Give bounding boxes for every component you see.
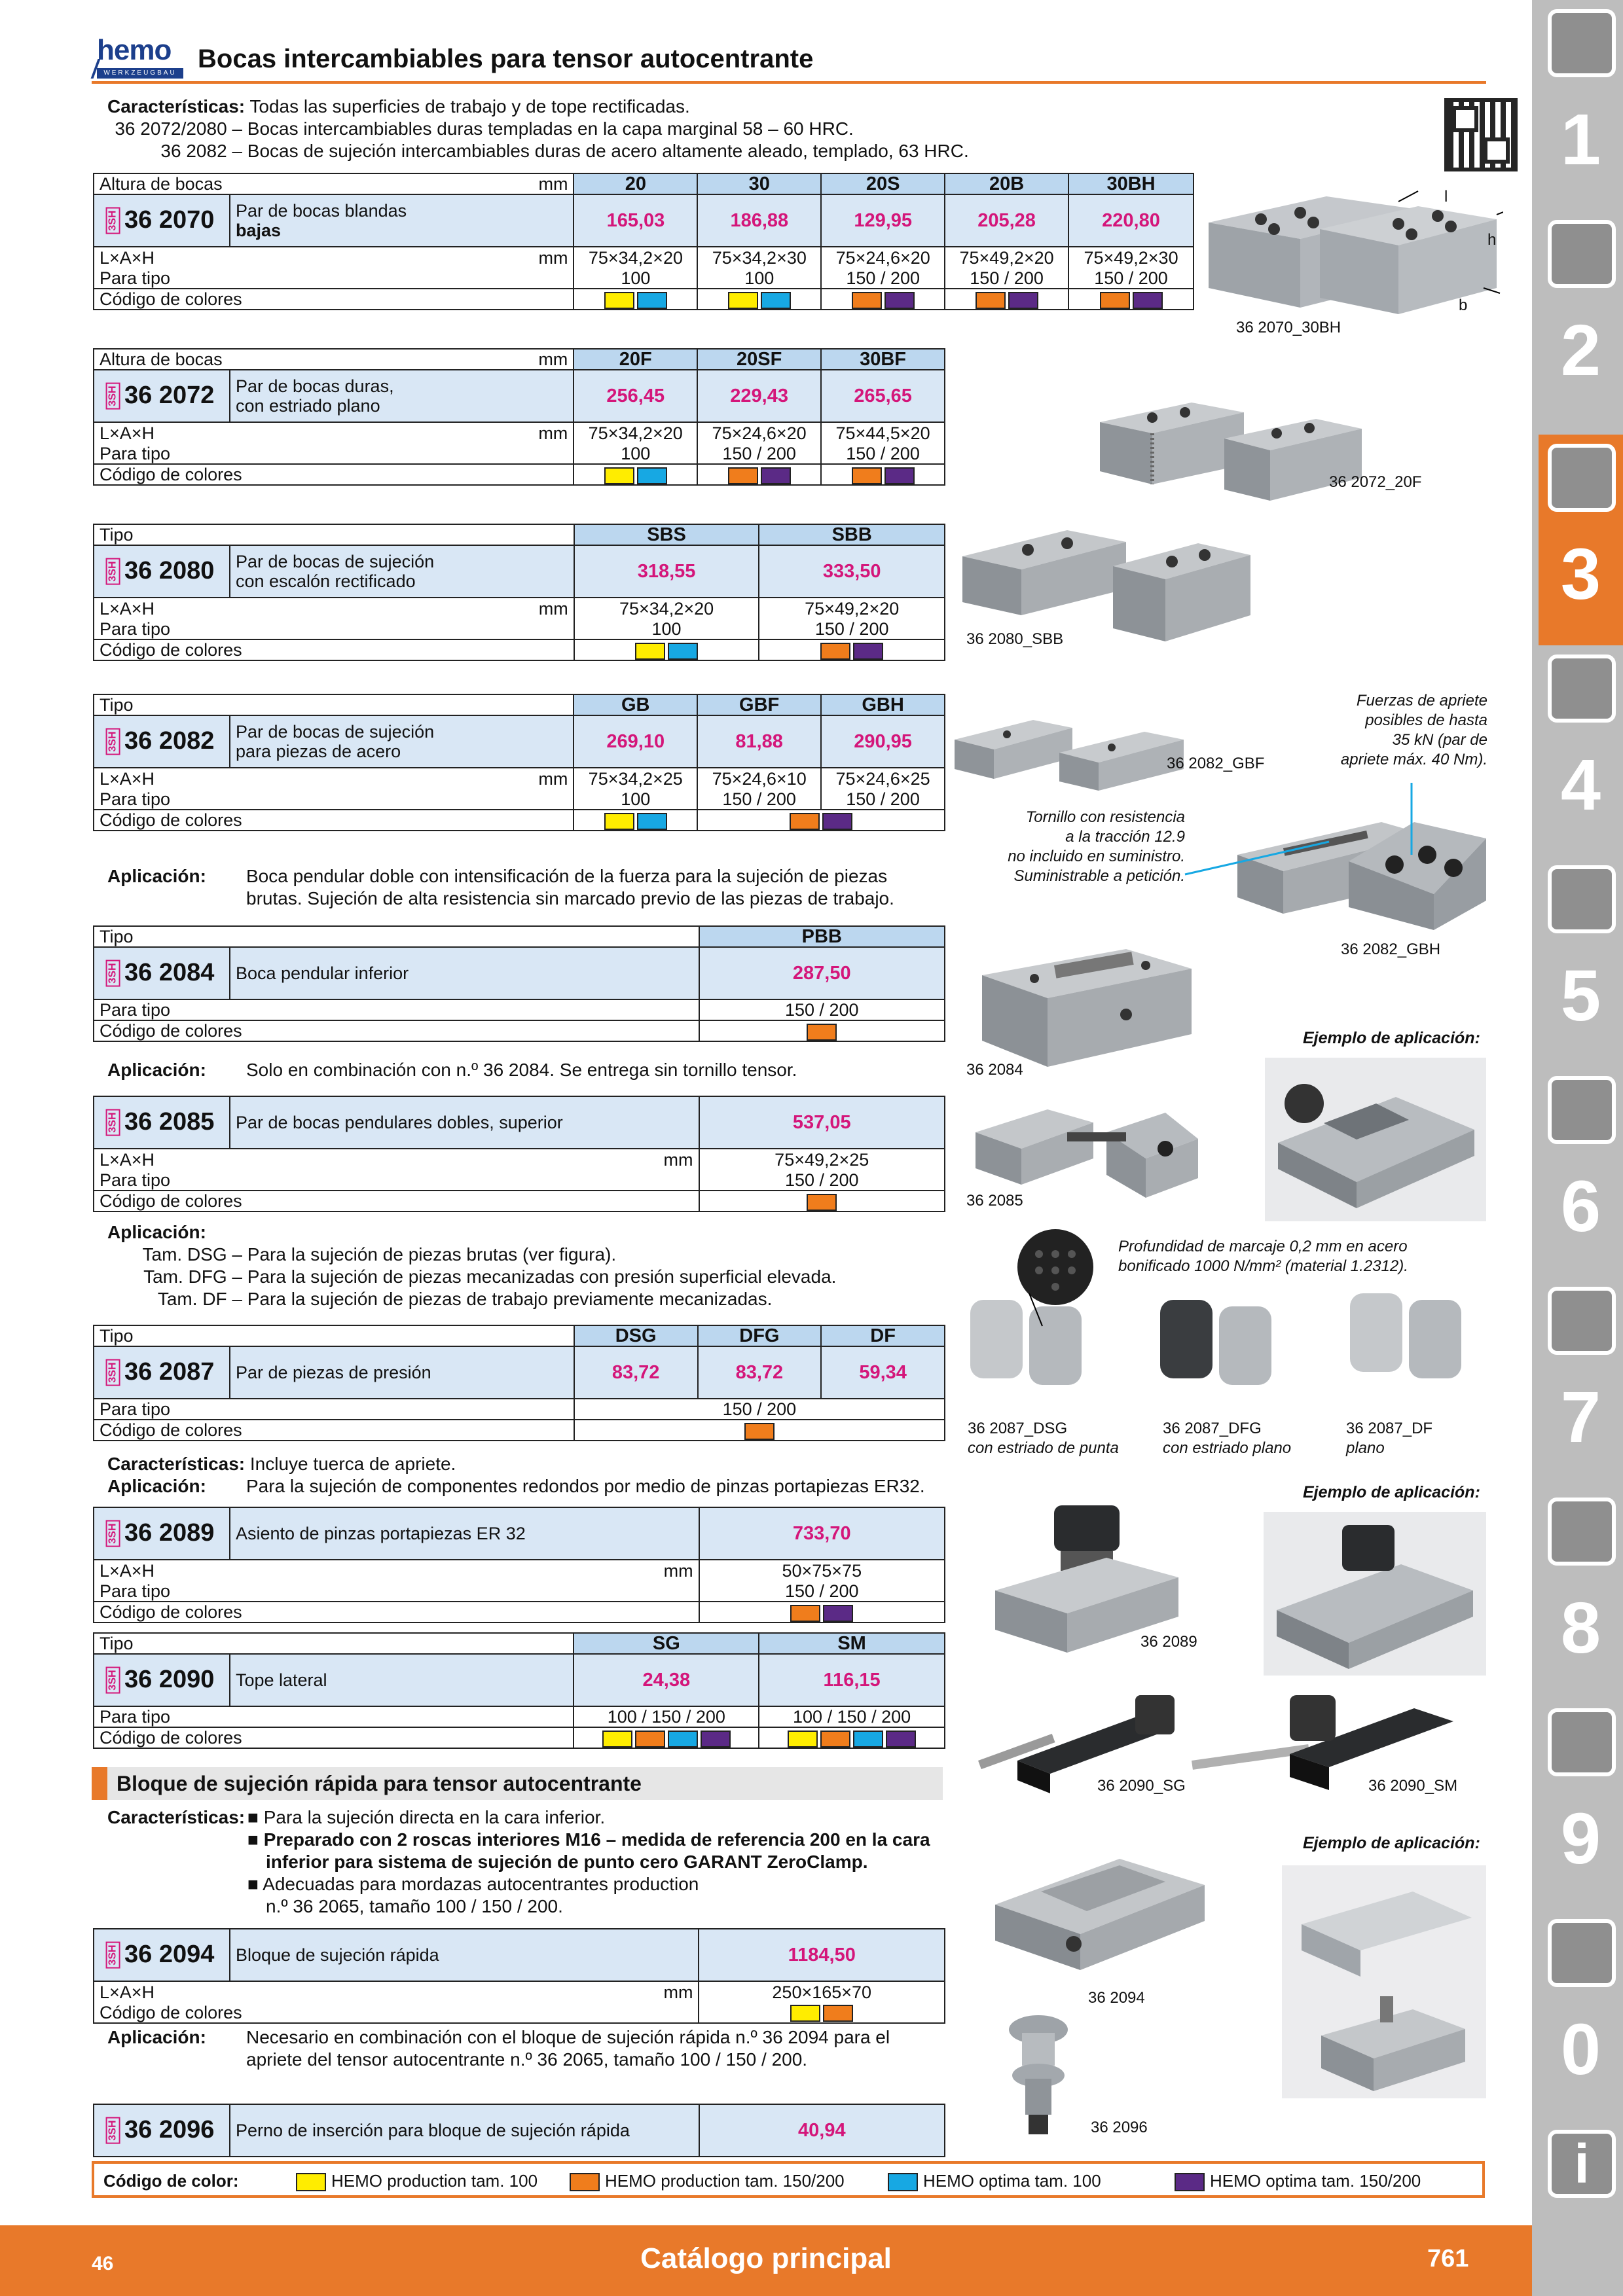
- table-362080: Tipo SBS SBB 3SH 36 2080 Par de bocas de sujeción con escalón rectificado 318,55 333,50 L×A×H mm 75×34,2×20 75×49,2×20 Para tipo 100 150 / 200 Código de colores: [93, 524, 945, 661]
- caption-362087-dsg: 36 2087_DSG con estriado de punta: [968, 1420, 1119, 1457]
- table-362089: 3SH 36 2089 Asiento de pinzas portapiezas ER 32 733,70 L×A×H mm 50×75×75 Para tipo 150 / 200 Código de colores: [93, 1507, 945, 1623]
- example-label-2: Ejemplo de aplicación:: [1303, 1483, 1480, 1501]
- caption-362087-dfg: 36 2087_DFG con estriado plano: [1163, 1420, 1292, 1457]
- legend-item-optima-150: HEMO optima tam. 150/200: [1173, 2170, 1421, 2191]
- table-362087: Tipo DSG DFG DF 3SH 36 2087 Par de piezas de presión 83,72 83,72 59,34 Para tipo 150 / 200 Código de colores: [93, 1325, 945, 1441]
- wrench-icon: [1548, 1076, 1616, 1144]
- product-image-362072[interactable]: [1093, 393, 1368, 504]
- product-image-362096[interactable]: [999, 2013, 1078, 2138]
- table-362090: Tipo SG SM 3SH 36 2090 Tope lateral 24,38 116,15 Para tipo 100 / 150 / 200 100 / 150 / 200 Código de colores: [93, 1632, 945, 1749]
- example-image-3[interactable]: [1282, 1865, 1486, 2098]
- saw-icon: [1548, 865, 1616, 933]
- tab-chapter-5[interactable]: 5: [1539, 856, 1623, 1067]
- note-marcaje: Profundidad de marcaje 0,2 mm en acero bonificado 1000 N/mm² (material 1.2312).: [1118, 1238, 1408, 1275]
- footer-title: Catálogo principal: [640, 2242, 892, 2274]
- caption-362096: 36 2096: [1091, 2119, 1148, 2136]
- cabinet-icon: [1548, 1708, 1616, 1776]
- info-icon: i: [1548, 2130, 1616, 2198]
- product-image-362070[interactable]: [1202, 183, 1503, 340]
- table-362094: 3SH 36 2094 Bloque de sujeción rápida 1184,50 L×A×H mm 250×165×70 Código de colores: [93, 1928, 945, 2024]
- page-header: [92, 34, 1486, 84]
- article-row-362089[interactable]: 3SH 36 2089 Asiento de pinzas portapiezas ER 32 733,70: [94, 1507, 945, 1560]
- note-leader-lines: [1178, 776, 1427, 881]
- caption-362070: 36 2070_30BH: [1236, 319, 1341, 336]
- tab-chapter-4[interactable]: 4: [1539, 645, 1623, 856]
- example-image-2[interactable]: [1264, 1512, 1486, 1676]
- caption-362090-sm: 36 2090_SM: [1368, 1777, 1458, 1795]
- intro-line2: 36 2072/2080 – Bocas intercambiables duras templadas en la capa marginal 58 – 60 HRC.: [115, 118, 854, 139]
- tab-info[interactable]: [1539, 2121, 1623, 2251]
- caption-362082-gbf: 36 2082_GBF: [1167, 755, 1265, 772]
- legend-item-production-100: HEMO production tam. 100: [295, 2170, 538, 2191]
- insert-icon: [1548, 220, 1616, 288]
- tab-chapter-9[interactable]: 9: [1539, 1699, 1623, 1910]
- page-number: 761: [1427, 2245, 1469, 2272]
- caption-362080: 36 2080_SBB: [966, 630, 1064, 648]
- note-tornillo: Tornillo con resistencia a la tracción 12.9 no incluido en suministro. Suministrable a petición.: [1008, 808, 1185, 885]
- article-row-362070[interactable]: 3SH 36 2070 Par de bocas blandas bajas 165,03 186,88 129,95 205,28 220,80: [94, 194, 1194, 247]
- application-362087-label: Aplicación:: [107, 1222, 206, 1242]
- hemo-logo: hemo WERKZEUGBAU: [92, 34, 183, 80]
- tab-chapter-3[interactable]: 3: [1539, 435, 1623, 645]
- legend-item-optima-100: HEMO optima tam. 100: [886, 2170, 1101, 2191]
- caption-362084: 36 2084: [966, 1061, 1023, 1079]
- application-362082: Aplicación: Boca pendular doble con intensificación de la fuerza para la sujeción de piezas brutas. Sujeción de alta resistencia sin marcado previo de las piezas de trabajo.: [107, 866, 894, 908]
- caption-362072: 36 2072_20F: [1329, 473, 1422, 491]
- drill-icon: [1548, 9, 1616, 77]
- product-image-362080[interactable]: [956, 517, 1257, 648]
- example-label-1: Ejemplo de aplicación:: [1303, 1029, 1480, 1047]
- dim-label-h: h: [1487, 231, 1497, 249]
- dim-label-b: b: [1459, 296, 1468, 314]
- product-image-362085[interactable]: [969, 1093, 1205, 1204]
- note-fuerzas: Fuerzas de apriete posibles de hasta 35 kN (par de apriete máx. 40 Nm).: [1340, 692, 1487, 768]
- tab-chapter-1[interactable]: 1: [1539, 0, 1623, 211]
- tab-chapter-2[interactable]: 2: [1539, 211, 1623, 422]
- article-row-362085[interactable]: 3SH 36 2085 Par de bocas pendulares dobles, superior 537,05: [94, 1096, 945, 1149]
- caption-362082-gbh: 36 2082_GBH: [1341, 941, 1441, 958]
- caption-362087-df: 36 2087_DF plano: [1346, 1420, 1433, 1457]
- caption-362090-sg: 36 2090_SG: [1097, 1777, 1186, 1795]
- page-title: Bocas intercambiables para tensor autocentrante: [198, 45, 814, 73]
- article-row-362087[interactable]: 3SH 36 2087 Par de piezas de presión 83,72 83,72 59,34: [94, 1346, 945, 1399]
- table-362070: Altura de bocas mm 20 30 20S 20B 30BH 3SH 36 2070 Par de bocas blandas bajas 165,03 186,88 129,95 205,28 220,80 L×A×H mm 75×34,2×20 75×34,2×30 75×24,6×20 75×49,2×20 75×49,2×30 Para tipo 100 100 150 / 200 150 / 200 150 / 200 Código de colores: [93, 173, 1194, 310]
- caption-362085: 36 2085: [966, 1192, 1023, 1210]
- table-362082: Tipo GB GBF GBH 3SH 36 2082 Par de bocas de sujeción para piezas de acero 269,10 81,88 290,95 L×A×H mm 75×34,2×25 75×24,6×10 75×24,6×25 Para tipo 100 150 / 200 150 / 200 Código de colores: [93, 694, 945, 831]
- intro-line3: 36 2082 – Bocas de sujeción intercambiables duras de acero altamente aleado, templado, 63 HRC.: [160, 141, 969, 161]
- color-legend: [92, 2161, 1485, 2198]
- table-362096: [93, 2104, 945, 2157]
- chapter-tab-bar: [1532, 0, 1623, 2296]
- tab-chapter-7[interactable]: 7: [1539, 1278, 1623, 1488]
- product-image-362094[interactable]: [989, 1846, 1211, 1977]
- tab-chapter-0[interactable]: 0: [1539, 1910, 1623, 2121]
- qr-code[interactable]: [1444, 98, 1518, 171]
- footer-left-number: 46: [92, 2253, 114, 2274]
- article-row-362090[interactable]: 3SH 36 2090 Tope lateral 24,38 116,15: [94, 1654, 945, 1706]
- pliers-icon: [1548, 1287, 1616, 1355]
- article-row-362094[interactable]: 3SH 36 2094 Bloque de sujeción rápida 1184,50: [94, 1929, 945, 1981]
- section-heading-bloque: Bloque de sujeción rápida para tensor autocentrante: [92, 1767, 943, 1800]
- features-362089: Características: Incluye tuerca de apriete. Aplicación: Para la sujeción de componentes redondos por medio de pinzas portapiezas ER32.: [107, 1454, 925, 1496]
- legend-label: Código de color:: [103, 2171, 239, 2191]
- caption-362089: 36 2089: [1140, 1633, 1197, 1651]
- chuck-icon: [1548, 444, 1616, 512]
- table-362084: Tipo PBB 3SH 36 2084 Boca pendular inferior 287,50 Para tipo 150 / 200 Código de colores: [93, 925, 945, 1042]
- caliper-icon: [1548, 655, 1616, 723]
- article-row-362080[interactable]: 3SH 36 2080 Par de bocas de sujeción con escalón rectificado 318,55 333,50: [94, 545, 945, 598]
- example-image-1[interactable]: [1265, 1058, 1486, 1221]
- article-row-362072[interactable]: 3SH 36 2072 Par de bocas duras, con estriado plano 256,45 229,43 265,65: [94, 370, 945, 422]
- table-362085: 3SH 36 2085 Par de bocas pendulares dobles, superior 537,05 L×A×H mm 75×49,2×25 Para tipo 150 / 200 Código de colores: [93, 1096, 945, 1212]
- application-362087-list: Tam. DSG – Para la sujeción de piezas brutas (ver figura). Tam. DFG – Para la sujeción de piezas mecanizadas con presión superficial elevada. Tam. DF – Para la sujeción de piezas de trabajo previamente mecanizadas.: [142, 1244, 837, 1309]
- features-362094-label: Características:: [107, 1807, 246, 1827]
- page-footer: [0, 2225, 1532, 2296]
- example-label-3: Ejemplo de aplicación:: [1303, 1834, 1480, 1852]
- article-row-362096[interactable]: 3SH 36 2096 Perno de inserción para bloque de sujeción rápida 40,94: [94, 2104, 945, 2157]
- application-362084: Aplicación: Solo en combinación con n.º 36 2084. Se entrega sin tornillo tensor.: [107, 1060, 797, 1080]
- intro-line1: Características: Todas las superficies de trabajo y de tope rectificadas.: [107, 96, 690, 117]
- application-362094: Aplicación: Necesario en combinación con el bloque de sujeción rápida n.º 36 2094 para el apriete del tensor autocentrante n.º 36 2065, tamaño 100 / 150 / 200.: [107, 2027, 890, 2070]
- caption-362094: 36 2094: [1088, 1989, 1145, 2007]
- legend-item-production-150: HEMO production tam. 150/200: [568, 2170, 845, 2191]
- safety-icon: [1548, 1919, 1616, 1987]
- article-row-362084[interactable]: 3SH 36 2084 Boca pendular inferior 287,50: [94, 947, 945, 999]
- dim-label-l: l: [1444, 188, 1448, 206]
- tab-chapter-6[interactable]: 6: [1539, 1067, 1623, 1278]
- tab-chapter-8[interactable]: 8: [1539, 1488, 1623, 1699]
- product-image-362084[interactable]: [976, 936, 1198, 1073]
- workbench-icon: [1548, 1498, 1616, 1566]
- table-362072: Altura de bocas mm 20F 20SF 30BF 3SH 36 2072 Par de bocas duras, con estriado plano 256,45 229,43 265,65 L×A×H mm 75×34,2×20 75×24,6×20 75×44,5×20 Para tipo 100 150 / 200 150 / 200 Código de colores: [93, 348, 945, 486]
- article-row-362082[interactable]: 3SH 36 2082 Par de bocas de sujeción para piezas de acero 269,10 81,88 290,95: [94, 715, 945, 768]
- features-362094-list: ■ Para la sujeción directa en la cara inferior. ■ Preparado con 2 roscas interiores M16 – medida de referencia 200 en la cara inferior para sistema de sujeción de punto cero GARANT ZeroClamp. ■ Adecuadas para mordazas autocentrantes production n.º 36 2065, tamaño 100 / 150 / 200.: [247, 1807, 930, 1916]
